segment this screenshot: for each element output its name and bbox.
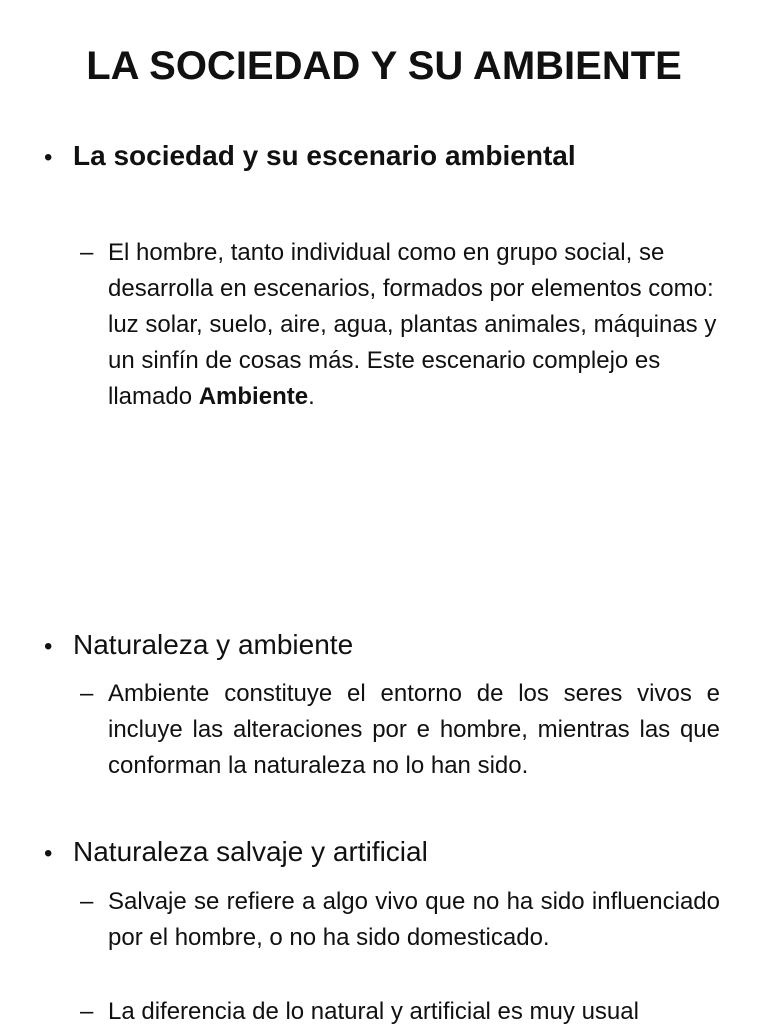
bullet-heading: Naturaleza y ambiente (73, 629, 354, 660)
bullet-dot: • (44, 840, 53, 867)
sub-item-text-part: El hombre, tanto individual como en grupo social, se desarrolla en escenarios, formados por elementos como: luz solar, suelo, aire, agua, plantas animales, máquinas y un sinfín de cosas más. Este escenario complejo es llamado (108, 239, 717, 410)
sub-item-text: Salvaje se refiere a algo vivo que no ha sido influenciado por el hombre, o no ha sido domesticado. (108, 888, 720, 951)
dash-marker: – (80, 680, 94, 707)
sub-item-ambiente-entorno (80, 676, 720, 784)
dash-marker: – (80, 888, 94, 915)
sub-item-text (108, 235, 720, 415)
sub-item-text-end: . (308, 383, 315, 410)
sub-item-hombre-escenarios (80, 235, 720, 415)
bullet-dot: • (44, 633, 53, 660)
bullet-naturaleza-salvaje (44, 836, 428, 868)
dash-marker: – (80, 998, 94, 1024)
bullet-heading: Naturaleza salvaje y artificial (73, 836, 428, 867)
bullet-naturaleza-ambiente (44, 629, 353, 661)
sub-item-text: Ambiente constituye el entorno de los seres vivos e incluye las alteraciones por e hombre, mientras las que conforman la naturaleza no lo han sido. (108, 680, 720, 779)
dash-marker: – (80, 239, 94, 266)
emphasis-ambiente: Ambiente (198, 383, 309, 410)
sub-item-salvaje (80, 884, 720, 956)
slide-title: LA SOCIEDAD Y SU AMBIENTE (86, 44, 682, 88)
sub-item-text: La diferencia de lo natural y artificial es muy usual (108, 998, 639, 1024)
sub-item-natural-artificial (80, 994, 720, 1024)
bullet-heading: La sociedad y su escenario ambiental (73, 140, 576, 171)
bullet-dot: • (44, 144, 53, 171)
bullet-sociedad-escenario (44, 140, 576, 172)
